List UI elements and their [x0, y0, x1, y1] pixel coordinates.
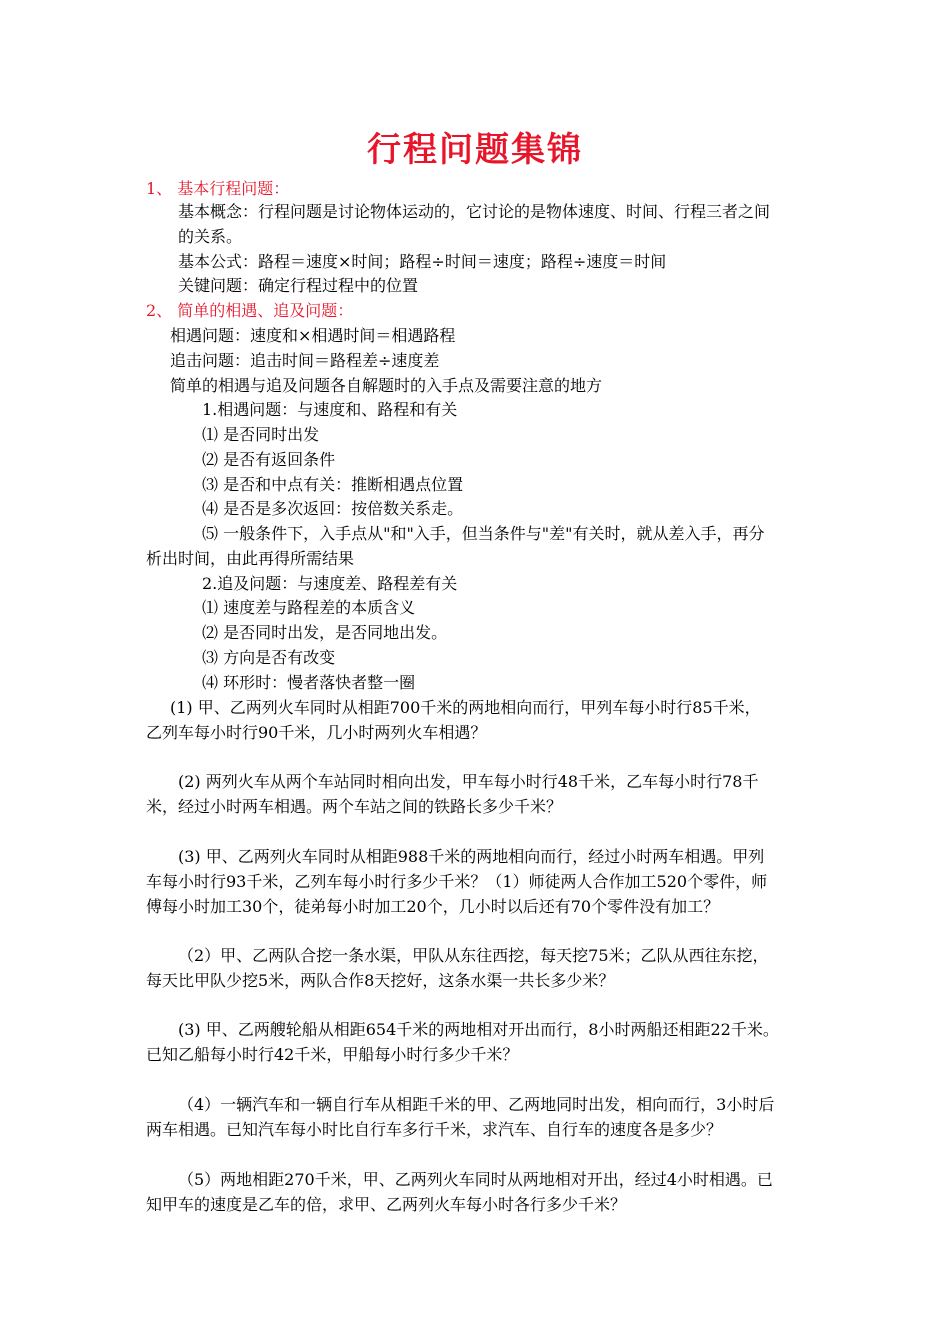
- chase-point-2: ⑵ 是否同时出发，是否同地出发。: [202, 623, 448, 642]
- problem-3-line-2: 车每小时行93千米，乙列车每小时行多少千米？（1）师徒两人合作加工520个零件，师: [146, 872, 768, 891]
- meet-point-3: ⑶ 是否和中点有关：推断相遇点位置: [202, 475, 464, 494]
- chase-point-1: ⑴ 速度差与路程差的本质含义: [202, 598, 416, 617]
- chase-subheading: 2.追及问题：与速度差、路程差有关: [202, 574, 458, 593]
- problem-3-line-3: 傅每小时加工30个，徒弟每小时加工20个，几小时以后还有70个零件没有加工？: [146, 897, 720, 916]
- key-question: 关键问题：确定行程过程中的位置: [178, 276, 419, 295]
- chase-formula: 追击问题：追击时间＝路程差÷速度差: [170, 351, 440, 370]
- document-title: 行程问题集锦: [367, 130, 583, 170]
- problem-1-line-1: (1) 甲、乙两列火车同时从相距700千米的两地相向而行，甲列车每小时行85千米，: [170, 698, 761, 717]
- basic-formula: 基本公式：路程＝速度×时间；路程÷时间＝速度；路程÷速度＝时间: [178, 252, 667, 271]
- section-2-heading: 2、 简单的相遇、追及问题：: [146, 301, 354, 320]
- problem-4-line-2: 每天比甲队少挖5米，两队合作8天挖好，这条水渠一共长多少米？: [146, 971, 615, 990]
- problem-2-line-2: 米，经过小时两车相遇。两个车站之间的铁路长多少千米？: [146, 797, 563, 816]
- problem-6-line-1: （4）一辆汽车和一辆自行车从相距千米的甲、乙两地同时出发，相向而行，3小时后: [178, 1095, 775, 1114]
- chase-point-3: ⑶ 方向是否有改变: [202, 648, 336, 667]
- problem-2-line-1: (2) 两列火车从两个车站同时相向出发，甲车每小时行48千米，乙车每小时行78千: [178, 772, 759, 791]
- section-2-intro: 简单的相遇与追及问题各自解题时的入手点及需要注意的地方: [170, 376, 603, 395]
- meet-formula: 相遇问题：速度和×相遇时间＝相遇路程: [170, 326, 456, 345]
- meet-point-1: ⑴ 是否同时出发: [202, 425, 320, 444]
- meet-point-4: ⑷ 是否是多次返回：按倍数关系走。: [202, 499, 464, 518]
- chase-point-4: ⑷ 环形时：慢者落快者整一圈: [202, 673, 416, 692]
- problem-5-line-1: (3) 甲、乙两艘轮船从相距654千米的两地相对开出而行，8小时两船还相距22千米。: [178, 1020, 779, 1039]
- basic-concept-line-1: 基本概念：行程问题是讨论物体运动的，它讨论的是物体速度、时间、行程三者之间: [178, 202, 771, 221]
- meet-point-5-line-1: ⑸ 一般条件下，入手点从"和"入手，但当条件与"差"有关时，就从差入手，再分: [202, 524, 765, 543]
- basic-concept-line-2: 的关系。: [178, 227, 243, 246]
- problem-1-line-2: 乙列车每小时行90千米，几小时两列火车相遇？: [146, 723, 487, 742]
- problem-3-line-1: (3) 甲、乙两列火车同时从相距988千米的两地相向而行，经过小时两车相遇。甲列: [178, 847, 765, 866]
- meet-point-2: ⑵ 是否有返回条件: [202, 450, 336, 469]
- problem-4-line-1: （2）甲、乙两队合挖一条水渠，甲队从东往西挖，每天挖75米；乙队从西往东挖，: [178, 946, 769, 965]
- problem-7-line-1: （5）两地相距270千米，甲、乙两列火车同时从两地相对开出，经过4小时相遇。已: [178, 1170, 773, 1189]
- problem-6-line-2: 两车相遇。已知汽车每小时比自行车多行千米，求汽车、自行车的速度各是多少？: [146, 1120, 723, 1139]
- section-1-heading: 1、 基本行程问题：: [146, 179, 290, 198]
- problem-5-line-2: 已知乙船每小时行42千米，甲船每小时行多少千米？: [146, 1045, 519, 1064]
- meet-subheading: 1.相遇问题：与速度和、路程和有关: [202, 400, 458, 419]
- meet-point-5-line-2: 析出时间，由此再得所需结果: [146, 549, 355, 568]
- problem-7-line-2: 知甲车的速度是乙车的倍，求甲、乙两列火车每小时各行多少千米？: [146, 1195, 627, 1214]
